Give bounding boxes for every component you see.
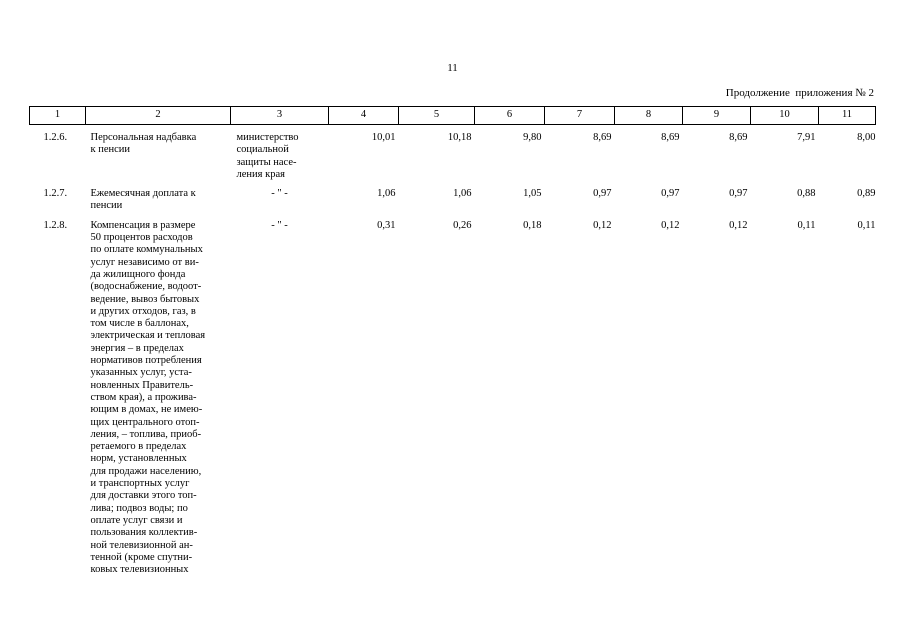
- row-value-col8: 8,69: [661, 132, 680, 143]
- row-value-col10: 0,11: [797, 219, 816, 231]
- row-value-col8: 0,12: [661, 219, 680, 231]
- column-header-1: 1: [30, 107, 86, 125]
- header-row: [30, 107, 876, 125]
- column-header-3: 3: [231, 107, 329, 125]
- row-code: 1.2.8.: [43, 219, 68, 231]
- row-value-col4: 1,06: [377, 188, 396, 200]
- column-header-6: 6: [475, 107, 545, 125]
- row-value-col6: 0,18: [523, 219, 542, 231]
- row-value-col5: 10,18: [447, 132, 472, 143]
- row-value-col6: 9,80: [523, 132, 542, 143]
- row-value-col6: 1,05: [523, 188, 542, 200]
- row-value-col5: 0,26: [453, 219, 472, 231]
- column-header-8: 8: [615, 107, 683, 125]
- appendix-continuation-label: Продолжение приложения № 2: [725, 87, 874, 99]
- row-value-col5: 1,06: [453, 188, 472, 200]
- row-value-col10: 0,88: [797, 188, 816, 200]
- row-value-col11: 0,11: [857, 219, 876, 231]
- table-row: [30, 125, 876, 182]
- row-organization: - " -: [271, 188, 288, 200]
- column-header-10: 10: [751, 107, 819, 125]
- row-code: 1.2.7.: [43, 188, 68, 200]
- row-value-col7: 0,97: [593, 188, 612, 200]
- column-header-5: 5: [399, 107, 475, 125]
- column-header-7: 7: [545, 107, 615, 125]
- row-name: Компенсация в размере 50 процентов расходов по оплате коммунальных услуг независимо от ви- да жилищного фонда (водоснабжение, водоот- ведение, вывоз бытовых и других отходов, газ, в том числе в баллонах, электрическая и тепловая энергия – в пределах нормативов потребления указанных услуг, уста- новленных Правитель- ством края), а прожива- ющим в домах, не имею- щих центрального отоп- ления, – топлива, приоб- ретаемого в пределах норм, установленных для продажи населению, и транспортных услуг для доставки этого топ- лива; подвоз воды; по оплате услуг связи и пользования коллектив- ной телевизионной ан- тенной (кроме спутни- ковых телевизионных: [90, 219, 206, 576]
- row-value-col8: 0,97: [661, 188, 680, 200]
- row-value-col9: 8,69: [729, 132, 748, 143]
- column-header-2: 2: [86, 107, 231, 125]
- row-name: Ежемесячная доплата к пенсии: [90, 188, 196, 212]
- row-value-col9: 0,12: [729, 219, 748, 231]
- column-header-11: 11: [819, 107, 876, 125]
- row-organization: министерство социальной защиты насе- ления края: [236, 132, 299, 180]
- table-row: [30, 213, 876, 577]
- appendix-table: [29, 106, 876, 576]
- row-value-col4: 0,31: [377, 219, 396, 231]
- row-value-col4: 10,01: [371, 132, 396, 143]
- row-value-col7: 0,12: [593, 219, 612, 231]
- row-value-col10: 7,91: [797, 132, 816, 143]
- row-organization: - " -: [271, 219, 288, 231]
- table-row: [30, 181, 876, 213]
- row-value-col11: 8,00: [857, 132, 876, 143]
- column-header-4: 4: [329, 107, 399, 125]
- row-code: 1.2.6.: [43, 132, 68, 143]
- row-value-col7: 8,69: [593, 132, 612, 143]
- column-header-9: 9: [683, 107, 751, 125]
- row-value-col9: 0,97: [729, 188, 748, 200]
- row-value-col11: 0,89: [857, 188, 876, 200]
- table-header: [30, 107, 876, 125]
- page-number: 11: [447, 62, 458, 74]
- row-name: Персональная надбавка к пенсии: [90, 132, 197, 156]
